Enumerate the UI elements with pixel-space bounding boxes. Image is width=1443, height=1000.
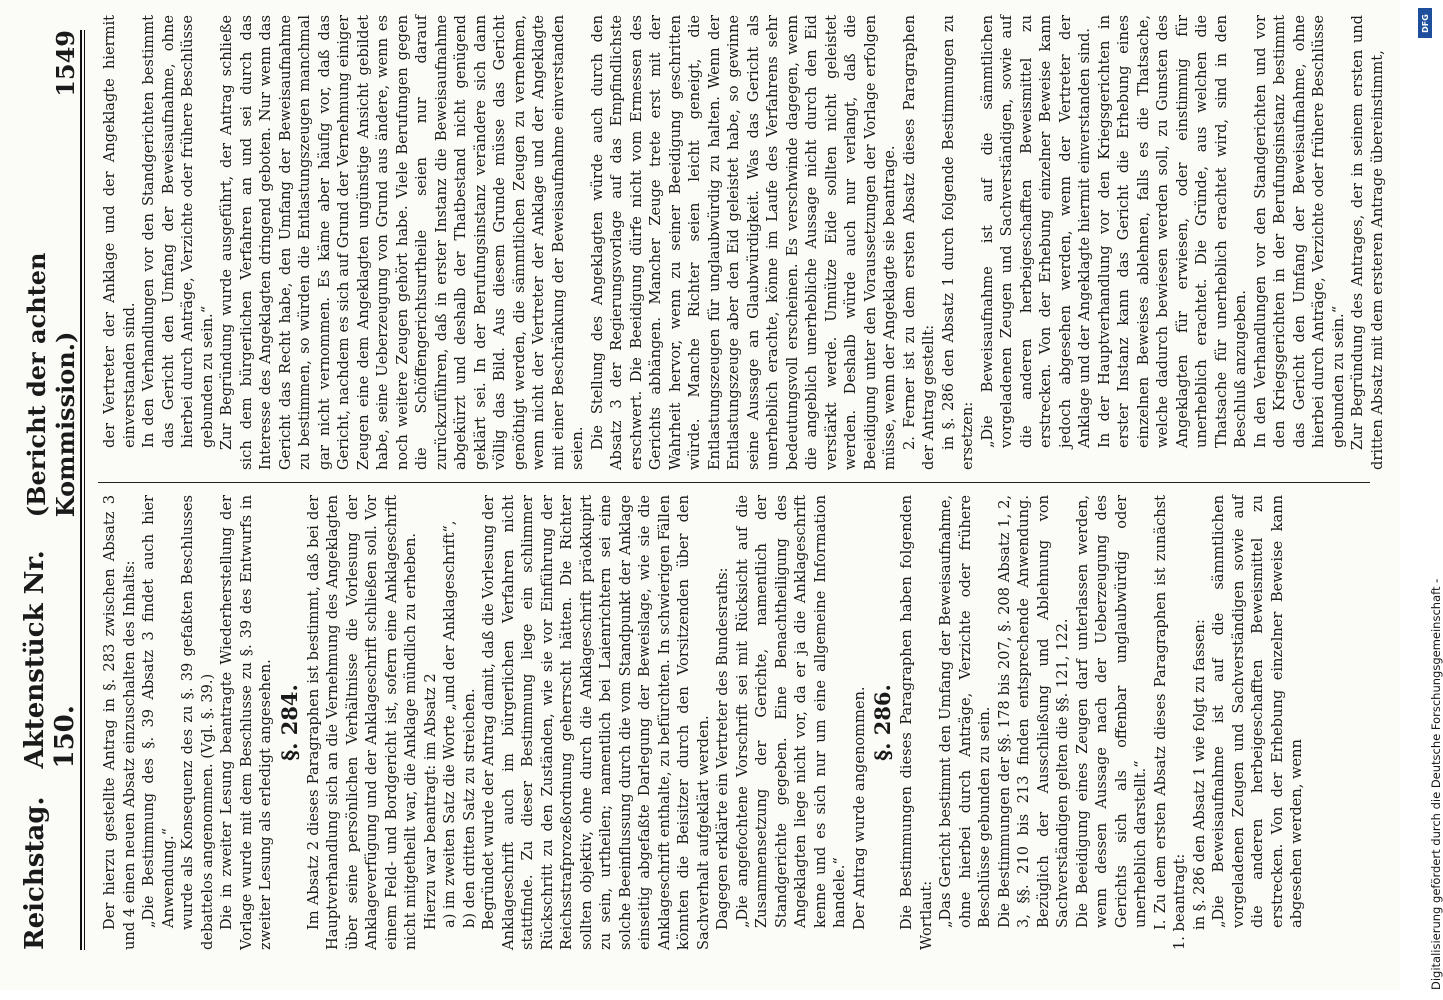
paragraph: Die Bestimmungen dieses Paragraphen haben folgenden Wortlaut: (898, 495, 935, 950)
header-rule (84, 30, 85, 950)
section-heading: §. 286. (870, 684, 895, 761)
digitization-credit-text: Digitalisierung gefördert durch die Deutsche Forschungsgemeinschaft - (1429, 578, 1443, 990)
quoted-paragraph: „Das Gericht bestimmt den Umfang der Beweisaufnahme, ohne hierbei durch Anträge, Verzichte oder frühere Beschlüsse gebunden zu sein. (937, 495, 993, 928)
column-divider (98, 482, 1370, 483)
paragraph: Begründet wurde der Antrag damit, daß die Vorlesung der Anklageschrift auch im bürgerlichen Verfahren nicht stattfinde. Zu dieser Bestimmung liege ein schlimmer Rückschritt zu den Zuständen, wie sie vor Einführung der Reichsstrafprozeßordnung geherrscht hätten. Die Richter sollten objektiv, ohne durch die Anklageschrift präokkupirt zu sein, urtheilen; namentlich bei Laienrichtern sei eine solche Beeinflussung durch die vom Standpunkt der Anklage einseitig abgefaßte Darlegung der Beweislage, wie sie die Anklageschrift enthalte, zu befürchten. In schwierigen Fällen könnten die Beisitzer durch den Vorsitzenden über den Sachverhalt aufgeklärt werden. (480, 495, 712, 950)
left-column (100, 495, 1380, 950)
quoted-paragraph: In den Verhandlungen vor den Standgerichten und vor den Kriegsgerichten in der Berufungsinstanz bestimmt das Gericht den Umfang der Beweisaufnahme, ohne hierbei durch Anträge, Verzichte oder frühere Beschlüsse gebunden zu sein.“ (1251, 15, 1347, 448)
dfg-logo-text: DFG (1420, 13, 1430, 33)
quoted-paragraph: „Die Beweisaufnahme ist auf die sämmtlichen vorgeladenen Zeugen und Sachverständigen sowie auf die anderen herbeigeschafften Beweismittel zu erstrecken. Von der Erhebung einzelner Beweise kann abgesehen werden, wenn (1210, 495, 1305, 928)
page-number: 1549 (51, 30, 80, 97)
dfg-logo (1418, 8, 1432, 38)
quoted-paragraph: der Vertreter der Anklage und der Angeklagte hiermit einverstanden sind. (101, 15, 138, 448)
paragraph: wurde als Konsequenz des zu §. 39 gefaßten Beschlusses debattelos angenommen. (Vgl. §. 39.) (179, 495, 216, 950)
paragraph: Die Stellung des Angeklagten würde auch durch den Absatz 3 der Regierungsvorlage auf das Empfindlichste erschwert. Die Beeidigung dürfe nicht vom Ermessen des Gerichts abhängen. Mancher Zeuge trete erst mit der Wahrheit hervor, wenn zu seiner Beeidigung geschritten würde. Manche Richter seien leicht geneigt, die Entlastungszeugen für unglaubwürdig zu halten. Wenn der Entlastungszeuge aber den Eid geleistet habe, so gewinne seine Aussage an Glaubwürdigkeit. Was das Gericht als unerheblich erachte, könne im Laufe des Verfahrens sehr bedeutungsvoll erscheinen. Es verschwinde dagegen, wenn die angeblich unerhebliche Aussage nicht durch den Eid verstärkt werde. Unnütze Eide sollten nicht geleistet werden. Deshalb würde auch nur verlangt, daß die Beeidigung unter den Voraussetzungen der Vorlage erfolgen müsse, wenn der Angeklagte sie beantrage. (588, 15, 898, 470)
page-header (20, 30, 82, 950)
quoted-paragraph: In der Hauptverhandlung vor den Kriegsgerichten in erster Instanz kann das Gericht die Erhebung eines einzelnen Beweises ablehnen, falls es die Thatsache, welche dadurch bewiesen werden soll, zu Gunsten des Angeklagten für erwiesen, oder einstimmig für unerheblich erachtet. Die Gründe, aus welchen die Thatsache für unerheblich erachtet wird, sind in den Beschluß anzugeben. (1095, 15, 1249, 448)
paragraph: I. Zu dem ersten Absatz dieses Paragraphen ist zunächst 1. beantragt: (1151, 495, 1188, 950)
quoted-paragraph: „Die Beweisaufnahme ist auf die sämmtlichen vorgeladenen Zeugen und Sachverständigen, sowie auf die anderen herbeigeschafften Beweismittel zu erstrecken. Von der Erhebung einzelner Beweise kann jedoch abgesehen werden, wenn der Vertreter der Anklage und der Angeklagte hiermit einverstanden sind. (978, 15, 1093, 448)
quoted-paragraph: Die Bestimmungen der §§. 178 bis 207, §. 208 Absatz 1, 2, 3, §§. 210 bis 213 finden entsprechende Anwendung. Bezüglich der Ausschließung und Ablehnung von Sachverständigen gelten die §§. 121, 122. (995, 495, 1071, 928)
quoted-paragraph: „Die angefochtene Vorschrift sei mit Rücksicht auf die Zusammensetzung der Gerichte, namentlich der Standgerichte gegeben. Eine Benachtheiligung des Angeklagten liege nicht vor, da er ja die Anklageschrift kenne und es sich nur um eine allgemeine Information handele.“ (733, 495, 848, 928)
quoted-paragraph: a) im zweiten Satz die Worte „und der Anklageschrift“, (441, 520, 458, 928)
paragraph: Im Absatz 2 dieses Paragraphen ist bestimmt, daß bei der Hauptverhandlung sich an die Vernehmung des Angeklagten über seine persönlichen Verhältnisse die Vorlesung der Anklageverfügung und der Anklageschrift schließen soll. Vor einem Feld- und Bordgericht ist, sofern eine Anklageschrift nicht mitgetheilt war, die Anklage mündlich zu erheben. (304, 495, 419, 950)
section-heading: §. 284. (276, 684, 302, 761)
quoted-paragraph: Die Beeidigung eines Zeugen darf unterlassen werden, wenn dessen Aussage nach der Ueberzeugung des Gerichts sich als offenbar unglaubwürdig oder unerheblich darstellt.“ (1073, 495, 1149, 928)
paragraph: Hierzu war beantragt: im Absatz 2 (421, 673, 439, 930)
paragraph: Der Antrag wurde angenommen. (850, 686, 868, 930)
header-left-title: Reichstag. (20, 796, 50, 950)
paragraph: in §. 286 den Absatz 1 wie folgt zu fassen: (1190, 619, 1208, 930)
right-column (100, 15, 1386, 470)
paragraph: Zur Begründung des Antrages, der in seinem ersten und dritten Absatz mit dem ersteren Antrage übereinstimmt, (1349, 15, 1386, 470)
paragraph: Der hierzu gestellte Antrag in §. 283 zwischen Absatz 3 und 4 einen neuen Absatz einzuschalten des Inhalts: (101, 495, 138, 950)
paragraph: Dagegen erklärte ein Vertreter des Bundesraths: (714, 567, 731, 930)
digitization-credit (1429, 10, 1443, 990)
paragraph: Die in zweiter Lesung beantragte Wiederherstellung der Vorlage wurde mit dem Beschlusse zu §. 39 des Entwurfs in zweiter Lesung als erledigt angesehen. (218, 495, 274, 950)
quoted-paragraph: In den Verhandlungen vor den Standgerichten bestimmt das Gericht den Umfang der Beweisaufnahme, ohne hierbei durch Anträge, Verzichte oder frühere Beschlüsse gebunden zu sein.“ (140, 15, 216, 448)
header-doc-label: Aktenstück Nr. 150. (20, 550, 80, 769)
quoted-paragraph: „Die Bestimmung des §. 39 Absatz 3 findet auch hier Anwendung.“ (140, 495, 177, 928)
paragraph: in §. 286 den Absatz 1 durch folgende Bestimmungen zu ersetzen: (939, 15, 976, 470)
quoted-paragraph: b) den dritten Satz zu streichen. (460, 688, 478, 928)
paragraph: Zur Begründung wurde ausgeführt, der Antrag schließe sich dem bürgerlichen Verfahren an und sei durch das Interesse des Angeklagten dringend geboten. Nur wenn das Gericht das Recht habe, den Umfang der Beweisaufnahme zu bestimmen, so würden die Entlastungszeugen manchmal gar nicht vernommen. Es käme aber häufig vor, daß das Gericht, nachdem es sich auf Grund der Vernehmung einiger Zeugen eine dem Angeklagten ungünstige Ansicht gebildet habe, seine Ueberzeugung von Grund aus ändere, wenn es noch weitere Zeugen gehört habe. Viele Berufungen gegen die Schöffengerichtsurtheile seien nur darauf zurückzuführen, daß in erster Instanz die Beweisaufnahme abgekürzt und deshalb der Thatbestand nicht genügend geklärt sei. In der Berufungsinstanz verändere sich dann völlig das Bild. Aus diesem Grunde müsse das Gericht genöthigt werden, die sämmtlichen Zeugen zu vernehmen, wenn nicht der Vertreter der Anklage und der Angeklagte mit einer Beschränkung der Beweisaufnahme einverstanden seien. (218, 15, 586, 470)
header-center-title: (Bericht der achten Kommission.) (22, 252, 80, 518)
paragraph: 2. Ferner ist zu dem ersten Absatz dieses Paragraphen der Antrag gestellt: (900, 15, 937, 470)
